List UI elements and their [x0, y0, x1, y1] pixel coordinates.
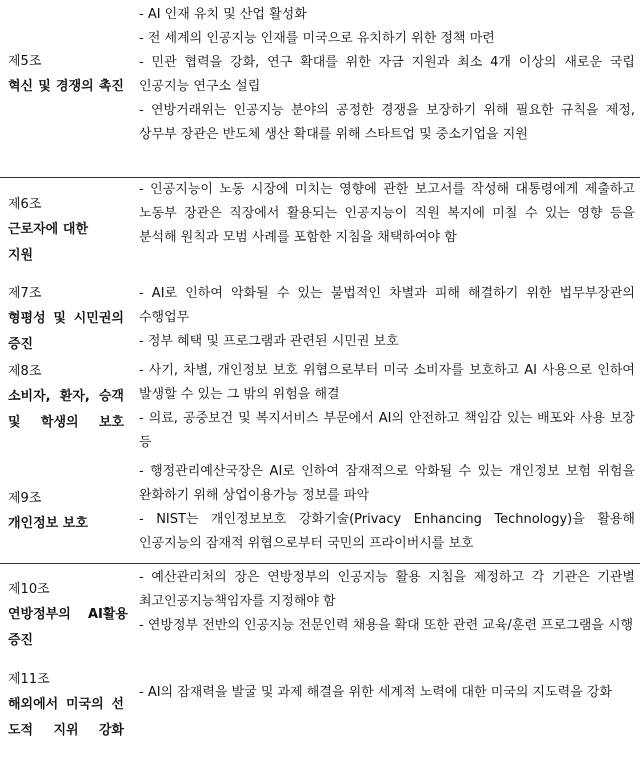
article-heading — [8, 50, 132, 100]
content-item: - AI로 인하여 악화될 수 있는 불법적인 차별과 피해 해결하기 위한 법무부장관의 수행업무 — [139, 286, 635, 325]
content-item: - 예산관리처의 장은 연방정부의 인공지능 활용 지침을 제정하고 각 기관은 기관별 최고인공지능책임자를 지정해야 함 — [139, 570, 635, 609]
content-item: - 행정관리예산국장은 AI로 인하여 잠재적으로 악화될 수 있는 개인정보 보험 위험을 완화하기 위해 상업이용가능 정보를 파악 — [139, 464, 635, 503]
article-content — [139, 681, 635, 705]
article-row-11 — [0, 666, 640, 776]
article-content — [139, 566, 635, 638]
article-heading — [8, 193, 132, 269]
article-title: 연방정부의 AI활용 증진 — [8, 607, 128, 648]
content-item: - 연방정부 전반의 인공지능 전문인력 채용을 확대 또한 관련 교육/훈련 프로그램을 시행 — [139, 618, 634, 633]
article-row-8 — [0, 358, 640, 460]
article-title: 소비자, 환자, 승객 및 학생의 보호 — [8, 389, 124, 430]
article-row-10 — [0, 564, 640, 664]
article-heading — [8, 578, 132, 654]
article-number: 제8조 — [8, 364, 42, 379]
article-number: 제9조 — [8, 491, 42, 506]
article-number: 제6조 — [8, 197, 42, 212]
article-title: 근로자에 대한 지원 — [8, 222, 88, 263]
article-number: 제7조 — [8, 286, 42, 301]
content-item: - NIST는 개인정보보호 강화기술(Privacy Enhancing Technology)을 활용해 인공지능의 잠재적 위협으로부터 국민의 프라이버시를 보호 — [139, 512, 635, 551]
article-title: 개인정보 보호 — [8, 516, 88, 531]
content-item: - 의료, 공중보건 및 복지서비스 부문에서 AI의 안전하고 책임감 있는 배포와 사용 보장 등 — [139, 411, 635, 450]
article-row-7 — [0, 282, 640, 356]
article-title: 형평성 및 시민권의 증진 — [8, 311, 124, 352]
article-number: 제10조 — [8, 582, 50, 597]
article-content — [139, 359, 635, 455]
article-number: 제11조 — [8, 672, 50, 687]
content-item: - AI의 잠재력을 발굴 및 과제 해결을 위한 세계적 노력에 대한 미국의 지도력을 강화 — [139, 685, 612, 700]
article-title: 혁신 및 경쟁의 촉진 — [8, 79, 124, 94]
article-row-5 — [0, 0, 640, 176]
article-number: 제5조 — [8, 54, 42, 69]
article-content — [139, 3, 635, 147]
article-row-9 — [0, 460, 640, 562]
content-item: - 인공지능이 노동 시장에 미치는 영향에 관한 보고서를 작성해 대통령에게 제출하고 노동부 장관은 직장에서 활용되는 인공지능이 직원 복지에 미칠 수 있는 영향 등을 분석해 원칙과 모범 사례를 포함한 지침을 채택하여야 함 — [139, 182, 635, 245]
article-content — [139, 178, 635, 250]
content-item: - 전 세계의 인공지능 인재를 미국으로 유치하기 위한 정책 마련 — [139, 31, 495, 46]
content-item: - 민관 협력을 강화, 연구 확대를 위한 자금 지원과 최소 4개 이상의 새로운 국립 인공지능 연구소 설립 — [139, 55, 635, 94]
content-item: - 정부 혜택 및 프로그램과 관련된 시민권 보호 — [139, 334, 399, 349]
article-row-6 — [0, 178, 640, 280]
content-item: - AI 인재 유치 및 산업 활성화 — [139, 7, 307, 22]
article-content — [139, 460, 635, 556]
content-item: - 사기, 차별, 개인정보 보호 위협으로부터 미국 소비자를 보호하고 AI 사용으로 인하여 발생할 수 있는 그 밖의 위험을 해결 — [139, 363, 635, 402]
article-heading — [8, 487, 132, 537]
content-item: - 연방거래위는 인공지능 분야의 공정한 경쟁을 보장하기 위해 필요한 규칙을 제정, 상무부 장관은 반도체 생산 확대를 위해 스타트업 및 중소기업을 지원 — [139, 103, 635, 142]
article-content — [139, 282, 635, 354]
article-heading — [8, 282, 132, 358]
article-heading — [8, 360, 132, 436]
article-title: 해외에서 미국의 선도적 지위 강화 — [8, 697, 124, 738]
article-heading — [8, 668, 132, 744]
